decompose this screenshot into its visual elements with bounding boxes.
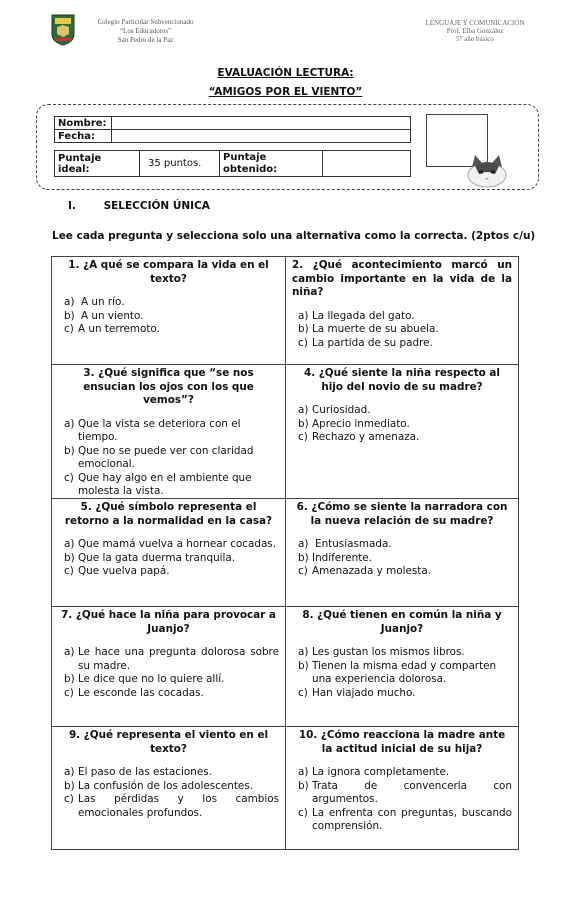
question-8: [286, 607, 518, 700]
question-text: 9. ¿Qué representa el viento en el texto?: [68, 729, 269, 755]
name-field[interactable]: [112, 117, 411, 130]
school-name: [88, 18, 203, 45]
option-letter: c): [298, 806, 308, 819]
document-subtitle: “AMIGOS POR EL VIENTO”: [208, 86, 363, 98]
option-b[interactable]: [292, 418, 512, 432]
option-text: Le hace una pregunta dolorosa sobre su madre.: [78, 646, 279, 672]
option-letter: b): [298, 551, 309, 564]
question-6: [286, 499, 518, 579]
option-letter: a): [64, 646, 75, 658]
subject-info: [420, 19, 530, 43]
option-letter: a): [298, 766, 309, 778]
document-title: EVALUACIÓN LECTURA:: [217, 67, 354, 79]
option-b[interactable]: [292, 323, 512, 337]
option-text: Aprecio inmediato.: [312, 417, 410, 430]
option-letter: b): [298, 779, 309, 792]
option-letter: b): [298, 323, 309, 335]
option-text: Entusiasmada.: [315, 538, 392, 550]
question-3: [52, 365, 285, 499]
option-a[interactable]: [58, 538, 279, 552]
date-label: Fecha:: [55, 130, 112, 143]
option-letter: a): [298, 646, 309, 658]
option-text: La confusión de los adolescentes.: [78, 779, 254, 792]
option-text: A un viento.: [81, 309, 144, 322]
section-title: SELECCIÓN ÚNICA: [103, 200, 210, 212]
questions-table: [51, 256, 519, 850]
question-9: [52, 727, 285, 820]
question-text: 2. ¿Qué acontecimiento marcó un cambio importante en la vida de la niña?: [292, 259, 512, 298]
section-heading: [68, 200, 210, 212]
instructions: Lee cada pregunta y selecciona solo una alternativa como la correcta. (2ptos c/u): [52, 230, 536, 242]
option-b[interactable]: [292, 552, 512, 566]
option-letter: a): [298, 404, 309, 416]
option-text: Las pérdidas y los cambios emocionales profundos.: [78, 793, 279, 819]
option-c[interactable]: [58, 323, 279, 337]
question-text: 1. ¿A qué se compara la vida en el texto?: [68, 259, 269, 285]
option-text: Le esconde las cocadas.: [78, 686, 204, 699]
option-c[interactable]: [292, 807, 512, 834]
option-text: Que la vista se deteriora con el tiempo.: [78, 417, 241, 443]
option-a[interactable]: [292, 646, 512, 660]
option-a[interactable]: [58, 418, 279, 445]
ideal-score-value: 35 puntos.: [140, 151, 220, 177]
option-letter: c): [298, 336, 308, 349]
option-text: Que vuelva papá.: [78, 565, 170, 577]
question-7: [52, 607, 285, 700]
name-date-table: [54, 116, 411, 143]
option-letter: a): [64, 417, 75, 430]
option-letter: a): [64, 538, 75, 550]
option-b[interactable]: [58, 310, 279, 324]
option-text: Que mamá vuelva a hornear cocadas.: [78, 538, 277, 550]
option-text: La muerte de su abuela.: [312, 323, 439, 335]
option-b[interactable]: [292, 660, 512, 687]
question-text: 3. ¿Qué significa que “se nos ensucian los ojos con los que vemos”?: [83, 367, 254, 406]
school-line: San Pedro de la Paz: [117, 36, 174, 44]
section-number: I.: [68, 200, 76, 212]
ideal-score-label: Puntaje ideal:: [55, 151, 140, 177]
subject-line: LENGUAJE Y COMUNICACIÓN: [425, 19, 525, 27]
option-a[interactable]: [58, 646, 279, 673]
option-c[interactable]: [292, 431, 512, 445]
option-text: Que la gata duerma tranquila.: [78, 551, 236, 564]
option-text: Tienen la misma edad y comparten una experiencia dolorosa.: [312, 659, 497, 685]
option-letter: b): [298, 659, 309, 672]
option-letter: b): [64, 309, 75, 322]
teacher-line: Prof. Elba González: [446, 27, 504, 35]
option-text: Curiosidad.: [312, 404, 371, 416]
option-c[interactable]: [292, 565, 512, 579]
option-letter: a): [298, 309, 309, 322]
option-c[interactable]: [58, 565, 279, 579]
obtained-score-field[interactable]: [323, 151, 411, 177]
option-text: Le dice que no lo quiere allí.: [78, 673, 225, 685]
question-text: 8. ¿Qué tienen en común la niña y Juanjo?: [302, 609, 502, 635]
option-text: El paso de las estaciones.: [78, 766, 212, 778]
option-text: Han viajado mucho.: [312, 686, 416, 699]
obtained-score-label: Puntaje obtenido:: [220, 151, 323, 177]
question-text: 5. ¿Qué símbolo representa el retorno a la normalidad en la casa?: [64, 501, 273, 527]
name-label: Nombre:: [55, 117, 112, 130]
option-b[interactable]: [292, 780, 512, 807]
question-text: 6. ¿Cómo se siente la narradora con la nueva relación de su madre?: [296, 501, 508, 527]
score-table: [54, 150, 411, 177]
option-letter: c): [298, 565, 308, 577]
question-text: 4. ¿Qué siente la niña respecto al hijo del novio de su madre?: [303, 367, 500, 393]
option-text: Les gustan los mismos libros.: [312, 646, 465, 658]
option-letter: b): [64, 444, 75, 457]
option-letter: a): [64, 296, 75, 308]
option-b[interactable]: [58, 673, 279, 687]
option-letter: c): [64, 565, 74, 577]
school-line: “Los Educadores”: [119, 27, 172, 35]
option-text: La ignora completamente.: [312, 766, 450, 778]
option-text: A un terremoto.: [78, 323, 160, 335]
option-text: La llegada del gato.: [312, 309, 415, 322]
question-1: [52, 257, 285, 337]
grade-line: 5° año básico: [456, 35, 494, 43]
option-letter: b): [298, 417, 309, 430]
question-10: [286, 727, 518, 834]
option-letter: c): [298, 431, 308, 443]
school-crest-logo: [51, 14, 75, 46]
option-text: Que no se puede ver con claridad emocional.: [78, 444, 254, 470]
question-5: [52, 499, 285, 579]
option-c[interactable]: [292, 687, 512, 701]
option-c[interactable]: [58, 472, 279, 499]
option-b[interactable]: [58, 780, 279, 794]
option-letter: c): [64, 793, 74, 805]
option-text: La partida de su padre.: [312, 336, 433, 349]
option-a[interactable]: [292, 310, 512, 324]
option-text: Que hay algo en el ambiente que molesta la vista.: [78, 471, 252, 497]
option-text: Rechazo y amenaza.: [312, 431, 420, 443]
school-line: Colegio Particular Subvencionado: [97, 18, 194, 26]
option-letter: a): [298, 538, 309, 550]
option-b[interactable]: [58, 445, 279, 472]
option-letter: c): [64, 686, 74, 699]
option-c[interactable]: [58, 687, 279, 701]
option-letter: c): [64, 323, 74, 335]
cat-image: [465, 150, 509, 188]
option-letter: c): [64, 471, 74, 484]
option-text: La enfrenta con preguntas, buscando comprensión.: [312, 806, 512, 832]
option-a[interactable]: [292, 404, 512, 418]
option-text: A un río.: [81, 296, 125, 308]
option-a[interactable]: [58, 296, 279, 310]
option-c[interactable]: [58, 793, 279, 820]
option-letter: b): [64, 551, 75, 564]
option-text: Amenazada y molesta.: [312, 565, 432, 577]
option-c[interactable]: [292, 337, 512, 351]
option-text: Trata de convencerla con argumentos.: [312, 779, 512, 805]
question-text: 10. ¿Cómo reacciona la madre ante la actitud inicial de su hija?: [298, 729, 506, 755]
option-letter: c): [298, 686, 308, 699]
question-2: [286, 257, 518, 350]
option-a[interactable]: [292, 538, 512, 552]
question-4: [286, 365, 518, 445]
option-text: Indiferente.: [312, 551, 372, 564]
option-a[interactable]: [58, 766, 279, 780]
option-letter: b): [64, 779, 75, 792]
option-a[interactable]: [292, 766, 512, 780]
option-b[interactable]: [58, 552, 279, 566]
date-field[interactable]: [112, 130, 411, 143]
option-letter: b): [64, 673, 75, 685]
question-text: 7. ¿Qué hace la niña para provocar a Juanjo?: [61, 609, 276, 635]
option-letter: a): [64, 766, 75, 778]
